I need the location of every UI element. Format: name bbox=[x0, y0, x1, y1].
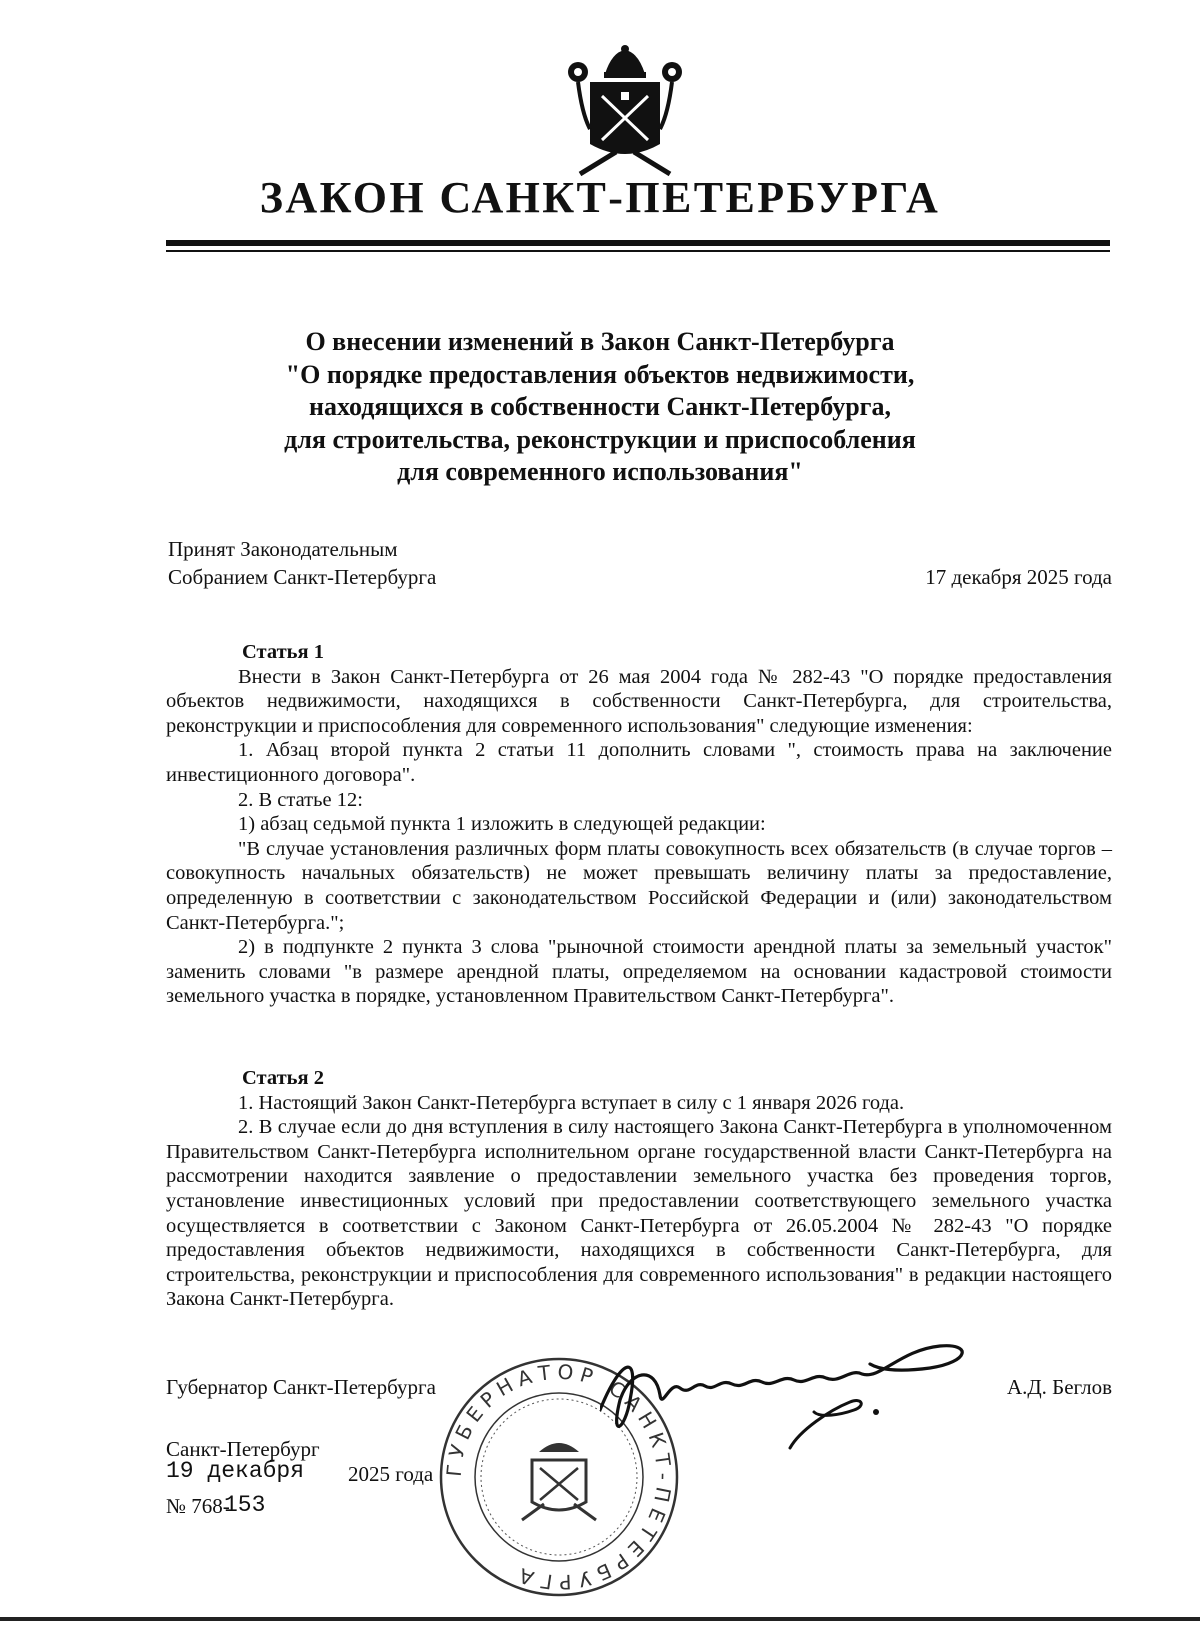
article-paragraph: 1. Абзац второй пункта 2 статьи 11 дополнить словами ", стоимость права на заключение инвестиционного договора". bbox=[166, 739, 1112, 786]
registration-number-label: № 768- bbox=[166, 1494, 230, 1518]
adoption-date: 17 декабря 2025 года bbox=[925, 565, 1112, 589]
adoption-line-1: Принят Законодательным bbox=[168, 537, 398, 561]
coat-of-arms-icon bbox=[560, 44, 690, 184]
article-heading: Статья 2 bbox=[242, 1067, 324, 1089]
article-paragraph: 2) в подпункте 2 пункта 3 слова "рыночной стоимости арендной платы за земельный участок" заменить словами "в размере арендной платы, определяемом на основании кадастровой стоимости земельного участка в порядке, установленном Правительством Санкт-Петербурга". bbox=[166, 936, 1112, 1008]
article-paragraph: "В случае установления различных форм платы совокупность всех обязательств (в случае торгов – совокупность начальных обязательств) не может превышать величину платы за предоставление, определенную в соответствии с законодательством Российской Федерации и (или) законодательством Санкт-Петербурга."; bbox=[166, 837, 1112, 934]
governor-signature-icon bbox=[600, 1340, 1000, 1450]
law-title-line: "О порядке предоставления объектов недвижимости, bbox=[285, 359, 915, 389]
article-1 bbox=[166, 640, 1112, 1009]
governor-title: Губернатор Санкт-Петербурга bbox=[166, 1375, 436, 1399]
law-title-line: О внесении изменений в Закон Санкт-Петербурга bbox=[305, 327, 895, 356]
signing-place: Санкт-Петербург bbox=[166, 1437, 320, 1461]
article-paragraph: 2. В статье 12: bbox=[238, 788, 363, 811]
signing-date-day: 19 декабря bbox=[166, 1458, 305, 1484]
document-heading: ЗАКОН САНКТ-ПЕТЕРБУРГА bbox=[259, 173, 941, 222]
article-paragraph: Внести в Закон Санкт-Петербурга от 26 мая 2004 года № 282-43 "О порядке предоставления объектов недвижимости, находящихся в собственности Санкт-Петербурга, для строительства, реконструкции и приспособления для современного использования" следующие изменения: bbox=[166, 665, 1112, 737]
scan-edge-line bbox=[0, 1617, 1200, 1621]
law-title-line: находящихся в собственности Санкт-Петербурга, bbox=[309, 392, 891, 421]
article-paragraph: 1. Настоящий Закон Санкт-Петербурга вступает в силу с 1 января 2026 года. bbox=[238, 1091, 905, 1114]
article-paragraph: 1) абзац седьмой пункта 1 изложить в следующей редакции: bbox=[238, 813, 766, 836]
seal-text: ГУБЕРНАТОР САНКТ-ПЕТЕРБУРГА bbox=[441, 1359, 677, 1595]
law-title-line: для современного использования" bbox=[397, 457, 803, 486]
law-title bbox=[200, 326, 1000, 489]
heading-divider-thick bbox=[166, 240, 1110, 246]
article-2 bbox=[166, 1066, 1112, 1312]
registration-number-value: 153 bbox=[224, 1492, 266, 1518]
law-title-line: для строительства, реконструкции и приспособления bbox=[284, 424, 916, 454]
adoption-authority bbox=[168, 535, 688, 591]
article-heading: Статья 1 bbox=[242, 641, 324, 663]
governor-name: А.Д. Беглов bbox=[1006, 1375, 1112, 1399]
article-paragraph: 2. В случае если до дня вступления в силу настоящего Закона Санкт-Петербурга в уполномоченном Правительством Санкт-Петербурга исполнительном органе государственной власти Санкт-Петербурга на рассмотрении находится заявление о предоставлении земельного участка без проведения торгов, установление инвестиционных условий при предоставлении соответствующего земельного участка осуществляется в соответствии с Законом Санкт-Петербурга от 26.05.2004 № 282-43 "О порядке предоставления объектов недвижимости, находящихся в собственности Санкт-Петербурга, для строительства, реконструкции и приспособления для современного использования" в редакции настоящего Закона Санкт-Петербурга. bbox=[166, 1116, 1112, 1311]
adoption-line-2: Собранием Санкт-Петербурга bbox=[168, 565, 437, 589]
heading-divider-thin bbox=[166, 250, 1110, 252]
signing-date-year: 2025 года bbox=[348, 1462, 434, 1486]
